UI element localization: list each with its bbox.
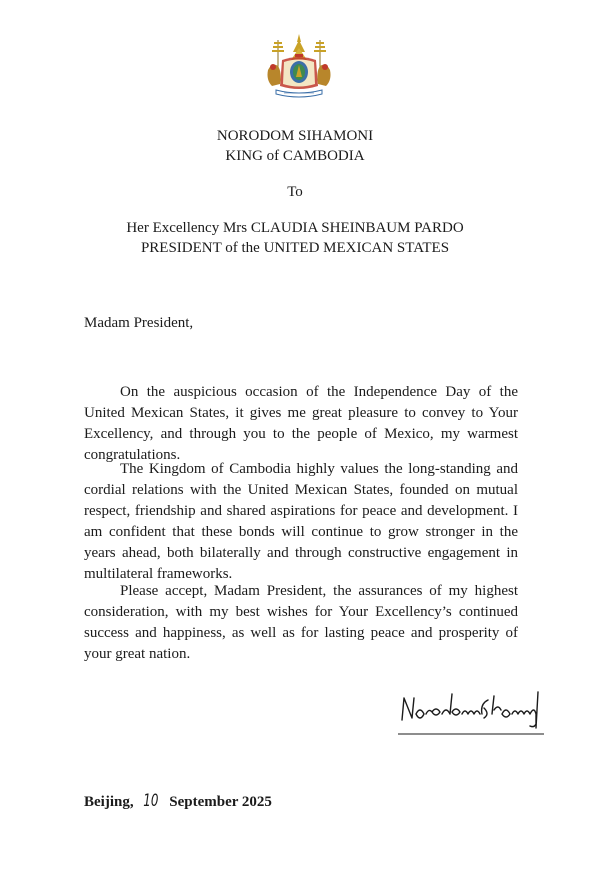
recipient-block [0,218,590,258]
paragraph-congratulations: On the auspicious occasion of the Independence Day of the United Mexican States, it gives me great pleasure to convey to Your Excellency, and through you to the people of Mexico, my warmest congratulations. [84,384,518,463]
paragraph-closing: Please accept, Madam President, the assurances of my highest consideration, with my best wishes for Your Excellency’s continued success and happiness, as well as for lasting peace and prosperity of your great nation. [84,583,518,662]
recipient-title: PRESIDENT of the UNITED MEXICAN STATES [140,240,450,256]
paragraph-relations: The Kingdom of Cambodia highly values the long-standing and cordial relations with the United Mexican States, founded on mutual respect, friendship and shared aspirations for peace and development. I am confident that these bonds will continue to grow stronger in the years ahead, both bilaterally and through constructive engagement in multilateral frameworks. [84,461,518,582]
signature-icon [396,684,546,738]
to-label: To [287,184,303,200]
date-place: Beijing, [84,794,134,810]
sender-block [0,126,590,166]
recipient-name: Her Excellency Mrs CLAUDIA SHEINBAUM PARDO [126,220,464,236]
date-month-year: September 2025 [169,794,272,810]
date-day-handwritten: 10 [142,791,158,811]
date-line [84,791,272,812]
royal-emblem-icon [262,34,336,102]
salutation: Madam President, [84,315,194,331]
sender-name: NORODOM SIHAMONI [216,128,374,144]
sender-title: KING of CAMBODIA [225,148,365,164]
